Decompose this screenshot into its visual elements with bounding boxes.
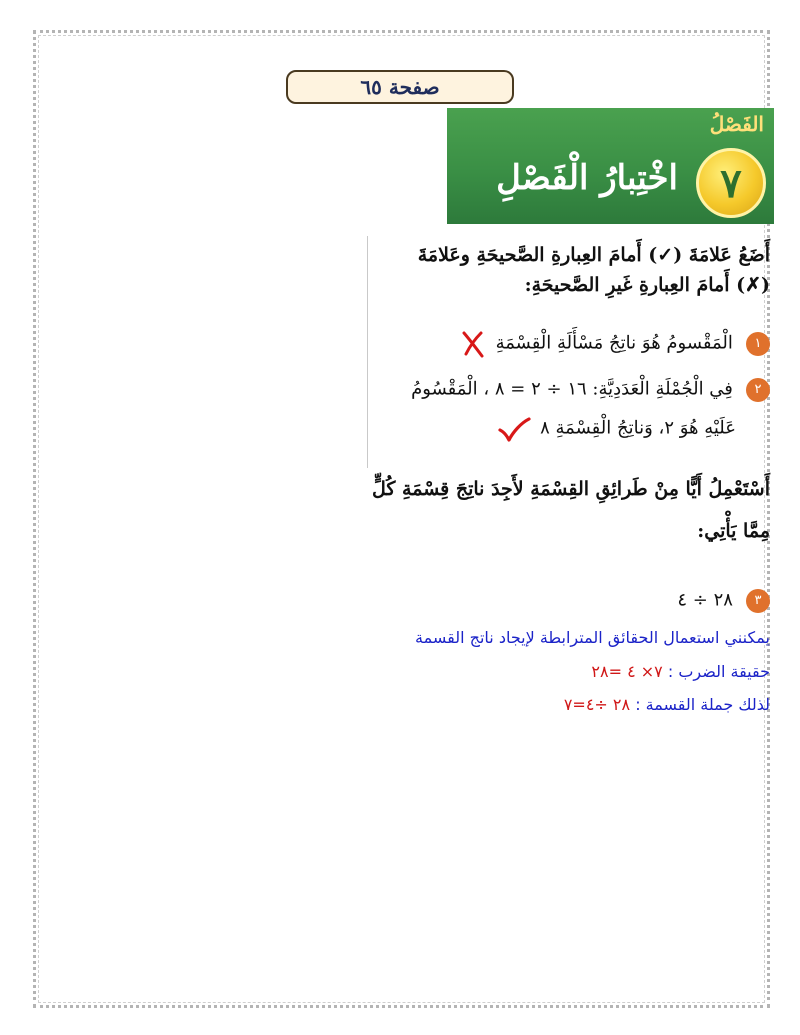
item-number-badge: ٢ (746, 378, 770, 402)
chapter-banner (447, 108, 774, 224)
page-number-tab (286, 70, 514, 104)
chapter-label: الفَصْلُ (709, 112, 764, 136)
answer-line-1: يمكنني استعمال الحقائق المترابطة لإيجاد ناتج القسمة (415, 628, 770, 647)
answer-line-2 (36, 662, 770, 681)
exercise-item-2 (360, 378, 770, 402)
answer-line-2-value: ٧× ٤ =٢٨ (591, 662, 663, 681)
instruction2-line-1: أَسْتَعْمِلُ أَيًّا مِنْ طَرائِقِ القِسْمَةِ لأَجِدَ ناتِجَ قِسْمَةِ كُلٍّ (371, 478, 770, 500)
answer-line-2-label: حقيقة الضرب : (667, 662, 770, 681)
chapter-title: اخْتِبارُ الْفَصْلِ (496, 158, 678, 198)
item-text: الْمَقْسومُ هُوَ ناتِجُ مَسْأَلَةِ الْقِسْمَةِ (495, 332, 733, 354)
item-number-badge: ١ (746, 332, 770, 356)
item-number-badge: ٣ (746, 589, 770, 613)
answer-line-3-label: لذلك جملة القسمة : (635, 695, 770, 714)
chapter-number-badge (696, 148, 766, 218)
instruction-line-1: أَضَعُ عَلامَةَ (✓) أَمامَ العِبارةِ الصَّحيحَةِ وعَلامَةَ (417, 244, 770, 266)
chapter-number: ٧ (720, 159, 742, 207)
item-text: ٢٨ ÷ ٤ (677, 589, 733, 611)
answer-line-3-value: ٢٨ ÷٤=٧ (563, 695, 631, 714)
page-number-label: صفحة ٦٥ (360, 75, 440, 99)
exercise-item-2-cont (360, 416, 770, 442)
check-mark-icon (497, 416, 531, 442)
answer-line-3 (36, 695, 770, 714)
textbook-excerpt (360, 230, 770, 580)
exercise-item-3 (610, 589, 770, 613)
exercise-item-1 (360, 330, 770, 358)
item-text-cont: عَلَيْهِ هُوَ ٢، وَناتِجُ الْقِسْمَةِ ٨ (540, 417, 736, 439)
cross-mark-icon (460, 330, 486, 358)
item-text: فِي الْجُمْلَةِ الْعَدَدِيَّةِ: ١٦ ÷ ٢ = ٨ ، الْمَقْسُومُ (411, 378, 733, 400)
instruction-line-2: (✗) أَمامَ العِبارةِ غَيرِ الصَّحيحَةِ: (524, 274, 770, 296)
instruction2-line-2: مِمَّا يَأْتِي: (697, 520, 770, 542)
